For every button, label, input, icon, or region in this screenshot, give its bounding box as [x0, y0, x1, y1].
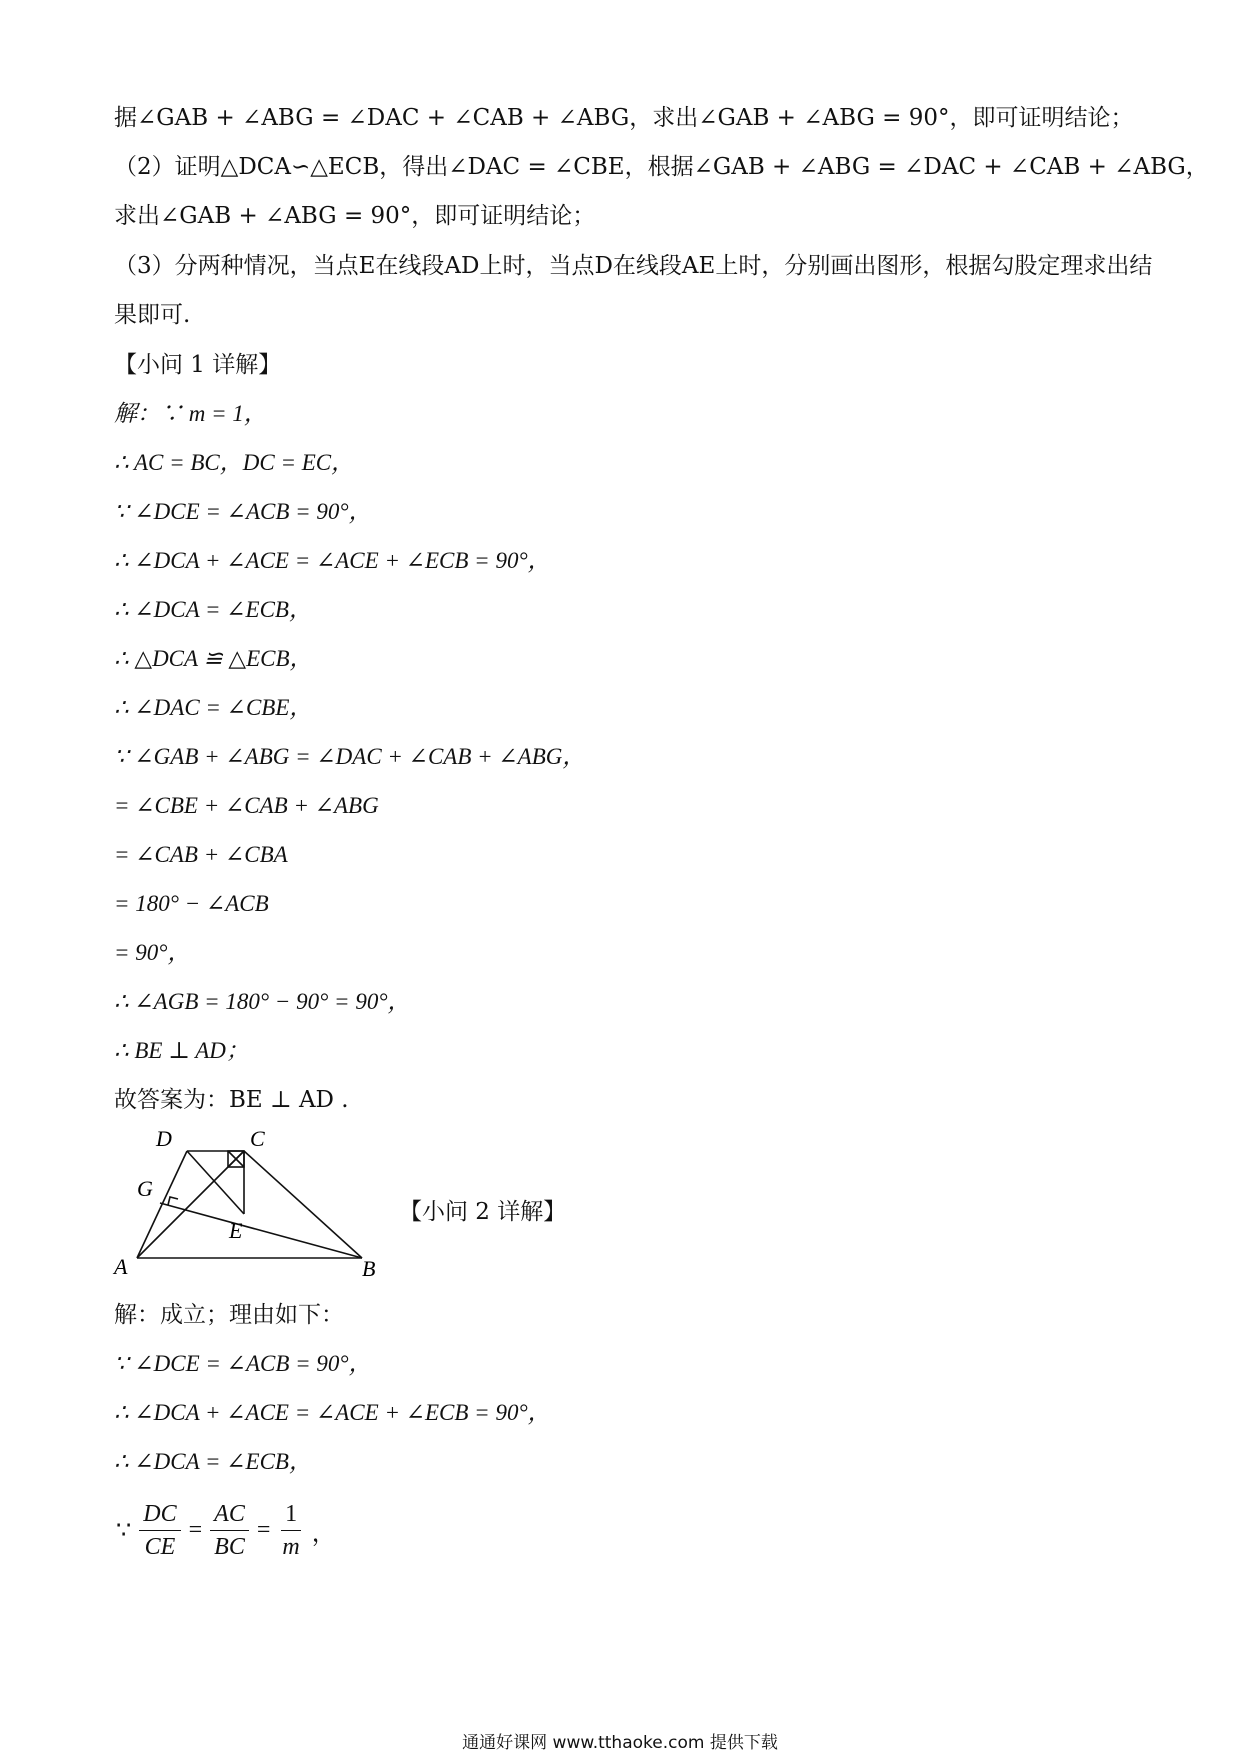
- fraction-numerator: AC: [210, 1500, 249, 1531]
- geometry-figure: [112, 1128, 382, 1278]
- because-symbol: ∵: [116, 1517, 132, 1544]
- text-line: = ∠CBE + ∠CAB + ∠ABG: [114, 793, 379, 818]
- label-e: E: [229, 1218, 243, 1243]
- label-c: C: [250, 1128, 265, 1151]
- comma: ，: [311, 1520, 336, 1547]
- fraction-denominator: CE: [144, 1533, 176, 1560]
- segment-ad: [137, 1151, 187, 1258]
- text-line: ∴ AC = BC，DC = EC，: [114, 450, 355, 475]
- text-line: 解：∵ m = 1，: [114, 401, 267, 426]
- fraction-dc-ce: [139, 1500, 180, 1561]
- label-a: A: [114, 1254, 128, 1278]
- fraction-denominator: BC: [214, 1533, 245, 1560]
- fraction-1-m: [278, 1500, 303, 1561]
- label-b: B: [362, 1256, 376, 1278]
- text-line: ∴ ∠AGB = 180° − 90° = 90°，: [114, 989, 411, 1014]
- fraction-denominator: m: [282, 1533, 300, 1560]
- text-line: ∴ ∠DCA + ∠ACE = ∠ACE + ∠ECB = 90°，: [114, 1400, 551, 1425]
- text-line: 果即可.: [114, 302, 191, 328]
- text-line: ∵ ∠DCE = ∠ACB = 90°，: [114, 1351, 372, 1376]
- text-line: 解：成立；理由如下：: [114, 1302, 344, 1328]
- fraction-numerator: DC: [139, 1500, 180, 1531]
- text-line: ∴ ∠DCA = ∠ECB，: [114, 597, 312, 622]
- right-angle-marker-g: [168, 1197, 178, 1205]
- text-line: 求出∠GAB + ∠ABG = 90°，即可证明结论；: [114, 203, 596, 229]
- label-d: D: [156, 1128, 172, 1151]
- text-line: ∵ ∠DCE = ∠ACB = 90°，: [114, 499, 372, 524]
- text-line: ∴ ∠DCA + ∠ACE = ∠ACE + ∠ECB = 90°，: [114, 548, 551, 573]
- text-line: ∵ ∠GAB + ∠ABG = ∠DAC + ∠CAB + ∠ABG，: [114, 744, 586, 769]
- page-footer: 通通好课网 www.tthaoke.com 提供下载: [462, 1733, 778, 1753]
- text-line: 据∠GAB + ∠ABG = ∠DAC + ∠CAB + ∠ABG，求出∠GAB + ∠ABG = 90°，即可证明结论；: [114, 105, 1134, 131]
- text-line: ∴ ∠DCA = ∠ECB，: [114, 1449, 312, 1474]
- text-line: ∴ BE ⊥ AD；: [114, 1038, 249, 1063]
- text-line: （3）分两种情况，当点E在线段AD上时，当点D在线段AE上时，分别画出图形，根据勾股定理求出结: [114, 253, 1153, 279]
- text-line: = 90°，: [114, 940, 191, 965]
- text-line: 故答案为：BE ⊥ AD .: [114, 1087, 349, 1113]
- fraction-equation: [114, 1495, 338, 1565]
- equals-sign: =: [256, 1516, 271, 1543]
- label-g: G: [137, 1176, 153, 1201]
- section-heading: 【小问 2 详解】: [399, 1199, 567, 1225]
- equals-sign: =: [188, 1516, 203, 1543]
- text-line: ∴ ∠DAC = ∠CBE，: [114, 695, 313, 720]
- fraction-numerator: 1: [281, 1500, 301, 1531]
- fraction-ac-bc: [210, 1500, 249, 1561]
- text-line: = ∠CAB + ∠CBA: [114, 842, 288, 867]
- text-line: ∴ △DCA ≌ △ECB，: [114, 646, 313, 671]
- text-line: = 180° − ∠ACB: [114, 891, 269, 916]
- text-line: （2）证明△DCA∽△ECB，得出∠DAC = ∠CBE，根据∠GAB + ∠ABG = ∠DAC + ∠CAB + ∠ABG，: [114, 154, 1209, 180]
- section-heading: 【小问 1 详解】: [114, 352, 282, 378]
